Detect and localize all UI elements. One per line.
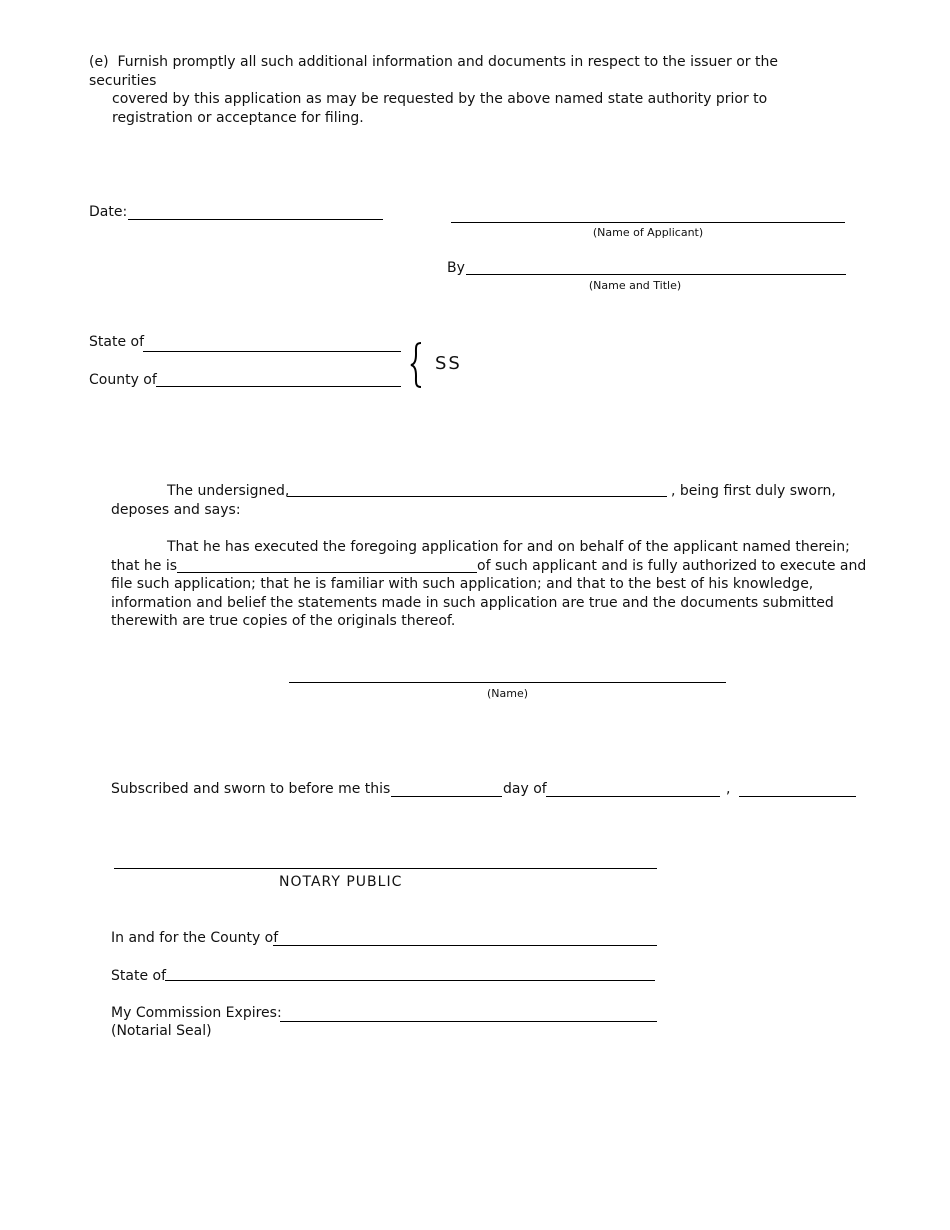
notarial-seal-label: (Notarial Seal) (111, 1023, 212, 1039)
jurat-comma: , (726, 781, 731, 797)
date-field-line[interactable] (128, 219, 383, 220)
undersigned-suffix: , being first duly sworn, (671, 483, 836, 499)
section-e-label: (e) (89, 54, 109, 70)
section-e-text-first: Furnish promptly all such additional information and documents in respect to the issuer or the securities (89, 54, 778, 89)
title-field-line[interactable] (177, 558, 477, 573)
affidavit-paragraph (111, 538, 871, 631)
undersigned-name-line[interactable] (287, 496, 667, 497)
venue-county-line[interactable] (156, 386, 401, 387)
name-title-line[interactable] (466, 274, 846, 275)
name-title-caption: (Name and Title) (588, 279, 682, 292)
curly-brace-icon (408, 340, 430, 390)
venue-county-label: County of (89, 372, 157, 388)
deposes-text: deposes and says: (111, 502, 241, 518)
notary-state-line[interactable] (165, 980, 655, 981)
affiant-name-caption: (Name) (486, 687, 529, 700)
affidavit-para-part1: That he has executed the foregoing application for and on behalf of the applicant named therein; that he is (111, 539, 850, 574)
day-of-label: day of (503, 781, 547, 797)
applicant-name-caption: (Name of Applicant) (592, 226, 704, 239)
undersigned-prefix: The undersigned, (167, 483, 290, 499)
year-field-line[interactable] (739, 796, 856, 797)
subscribed-label: Subscribed and sworn to before me this (111, 781, 391, 797)
commission-expires-line[interactable] (280, 1021, 657, 1022)
section-e-text-rest: covered by this application as may be requested by the above named state authority prior to registration or acceptance for filing. (112, 91, 768, 126)
ss-label: SS (435, 353, 462, 374)
by-label: By (447, 260, 465, 276)
applicant-name-line[interactable] (451, 222, 845, 223)
affidavit-para-part2: of such applicant and is fully authorized to execute and file such application; that he is familiar with such application; and that to the best of his knowledge, information and belief the statements made in such application are true and the documents submitted therewith are true copies of the originals thereof. (111, 557, 867, 629)
section-e-paragraph (89, 53, 849, 127)
notary-public-title: NOTARY PUBLIC (279, 874, 403, 890)
notary-county-line[interactable] (273, 945, 657, 946)
commission-expires-label: My Commission Expires: (111, 1005, 282, 1021)
notary-county-label: In and for the County of (111, 930, 279, 946)
venue-state-label: State of (89, 334, 145, 350)
venue-state-line[interactable] (143, 351, 401, 352)
day-field-line[interactable] (391, 796, 502, 797)
affiant-name-line[interactable] (289, 682, 726, 683)
notary-signature-line[interactable] (114, 868, 657, 869)
notary-state-label: State of (111, 968, 167, 984)
date-label: Date: (89, 204, 128, 220)
month-field-line[interactable] (546, 796, 720, 797)
